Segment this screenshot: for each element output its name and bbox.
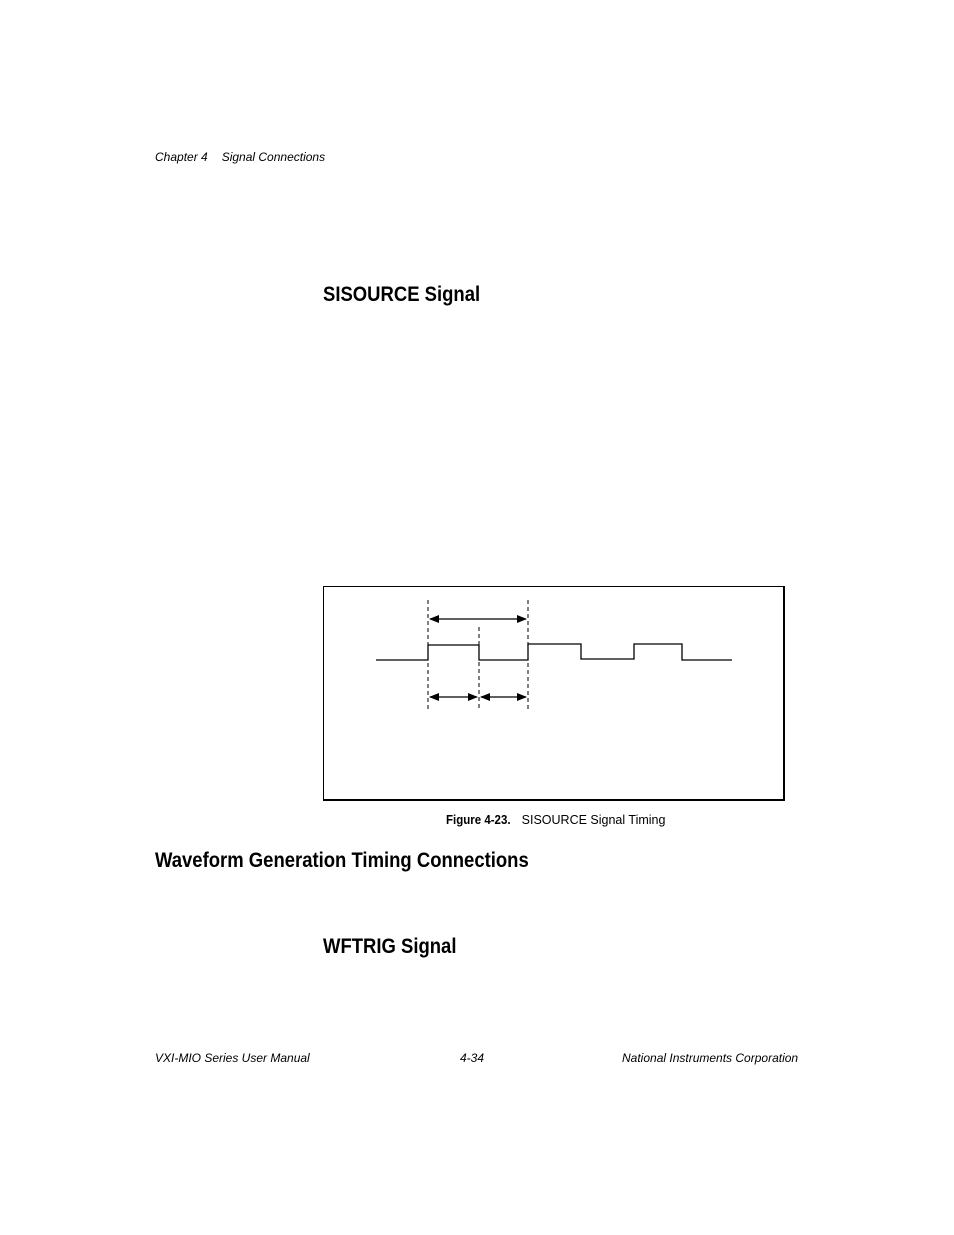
- sisource-heading: SISOURCE Signal: [323, 283, 481, 306]
- sisource-waveform: [376, 644, 732, 660]
- running-header: [155, 150, 325, 164]
- footer-page-number: 4-34: [460, 1051, 485, 1065]
- timing-diagram-svg: [324, 587, 784, 800]
- figure-label: Figure 4-23.: [446, 813, 511, 827]
- figure-title: SISOURCE Signal Timing: [521, 813, 666, 827]
- wftrig-heading: WFTRIG Signal: [323, 935, 457, 958]
- section-label: Signal Connections: [221, 150, 326, 164]
- figure-caption: [446, 813, 665, 827]
- waveform-heading: Waveform Generation Timing Connections: [155, 849, 529, 872]
- chapter-label: Chapter 4: [155, 150, 208, 164]
- footer-company: National Instruments Corporation: [622, 1051, 799, 1065]
- timing-diagram: [323, 586, 785, 801]
- footer-manual: VXI-MIO Series User Manual: [155, 1051, 310, 1065]
